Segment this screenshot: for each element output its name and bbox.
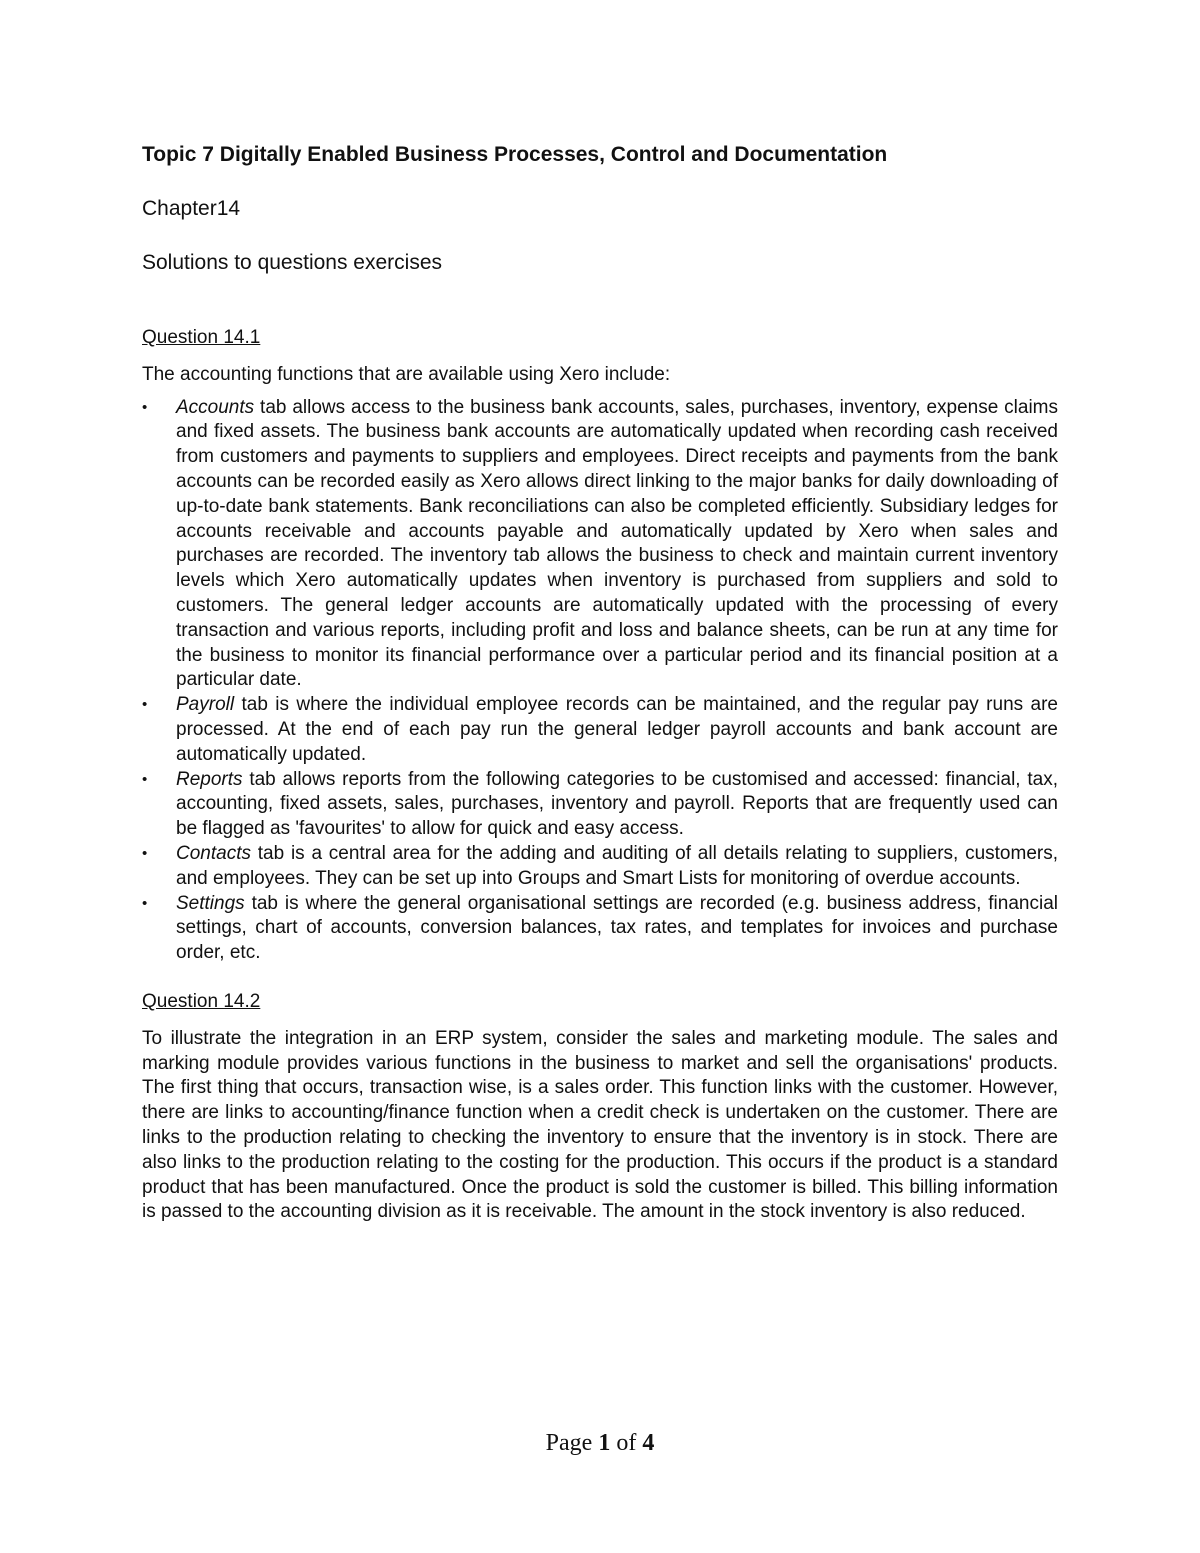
bullet-icon: •: [142, 398, 148, 416]
document-subtitle: Solutions to questions exercises: [142, 251, 442, 274]
bullet-icon: •: [142, 770, 148, 788]
bullet-icon: •: [142, 894, 148, 912]
item-text: tab is where the general organisational settings are recorded (e.g. business address, financial settings, chart of accounts, conversion balances, tax rates, and templates for invoices and purchase order, etc.: [176, 892, 1058, 964]
functions-list: [142, 396, 1058, 966]
item-text: tab allows reports from the following categories to be customised and accessed: financial, tax, accounting, fixed assets, sales, purchases, inventory and payroll. Reports that are frequently used can be flagged as 'favourites' to allow for quick and easy access.: [176, 768, 1058, 840]
term-reports: Reports: [176, 768, 243, 790]
term-settings: Settings: [176, 892, 245, 914]
question-heading: Question 14.1: [142, 327, 261, 348]
document-page: [142, 140, 1058, 1225]
list-item-settings: [142, 892, 1058, 966]
total-pages-number: 4: [642, 1430, 655, 1456]
list-item-accounts: [142, 396, 1058, 694]
item-text: tab is a central area for the adding and auditing of all details relating to suppliers, customers, and employees. They can be set up into Groups and Smart Lists for monitoring of overdue accounts.: [176, 842, 1058, 889]
list-item-contacts: [142, 842, 1058, 892]
item-text: tab is where the individual employee records can be maintained, and the regular pay runs are processed. At the end of each pay run the general ledger payroll accounts and bank account are automatically updated.: [176, 694, 1058, 765]
of-label: of: [616, 1430, 637, 1456]
bullet-icon: •: [142, 696, 148, 714]
bullet-icon: •: [142, 844, 148, 862]
page-footer: [0, 1428, 1200, 1458]
question-intro: The accounting functions that are available using Xero include:: [142, 363, 671, 385]
question-body: To illustrate the integration in an ERP system, consider the sales and marketing module. The sales and marking module provides various functions in the business to market and sell the organisations' products. The first thing that occurs, transaction wise, is a sales order. This function links with the customer. However, there are links to accounting/finance function when a credit check is undertaken on the customer. There are links to the production relating to checking the inventory to ensure that the inventory is in stock. There are also links to the production relating to the costing for the production. This occurs if the product is a standard product that has been manufactured. Once the product is sold the customer is billed. This billing information is passed to the accounting division as it is receivable. The amount in the stock inventory is also reduced.: [142, 1027, 1058, 1223]
document-title: Topic 7 Digitally Enabled Business Processes, Control and Documentation: [142, 143, 888, 166]
question-14-2-section: [142, 990, 1058, 1225]
current-page-number: 1: [598, 1430, 611, 1456]
term-accounts: Accounts: [176, 396, 255, 418]
term-payroll: Payroll: [176, 694, 235, 716]
chapter-label: Chapter14: [142, 197, 241, 220]
term-contacts: Contacts: [176, 842, 251, 864]
page-label: Page: [545, 1430, 593, 1456]
list-item-reports: [142, 768, 1058, 842]
item-text: tab allows access to the business bank accounts, sales, purchases, inventory, expense claims and fixed assets. The business bank accounts are automatically updated when recording cash received from customers and payments to suppliers and employees. Direct receipts and payments from the bank accounts can be recorded easily as Xero allows direct linking to the major banks for daily downloading of up-to-date bank statements. Bank reconciliations can also be completed efficiently. Subsidiary ledges for accounts receivable and accounts payable and automatically updated by Xero when sales and purchases are recorded. The inventory tab allows the business to check and maintain current inventory levels which Xero automatically updates when inventory is purchased from suppliers and sold to customers. The general ledger accounts are automatically updated with the processing of every transaction and various reports, including profit and loss and balance sheets, can be run at any time for the business to monitor its financial performance over a particular period and its financial position at a particular date.: [176, 396, 1058, 691]
list-item-payroll: [142, 693, 1058, 767]
question-14-1-section: [142, 326, 1058, 966]
question-heading: Question 14.2: [142, 990, 261, 1012]
